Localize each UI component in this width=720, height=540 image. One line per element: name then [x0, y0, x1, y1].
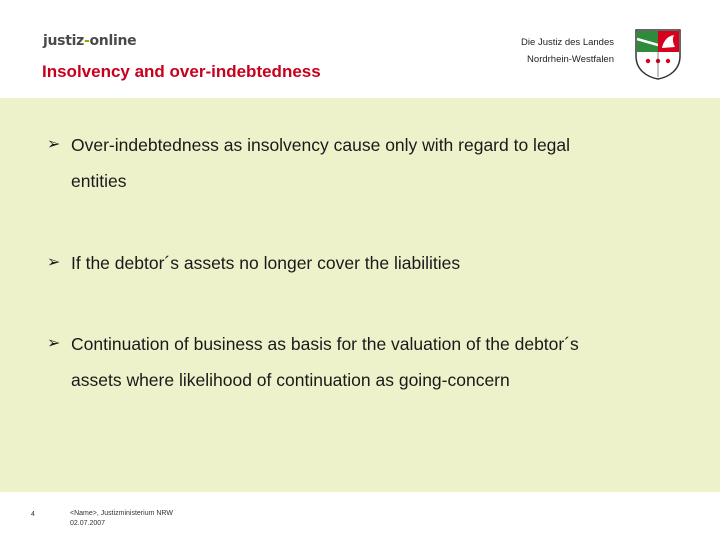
organization-name: [414, 34, 614, 68]
bullet-item: [47, 326, 671, 398]
bullet-line: Continuation of business as basis for the valuation of the debtor´s: [71, 334, 579, 354]
bullet-item: [47, 127, 671, 199]
footer-author: <Name>, Justizministerium NRW: [70, 510, 173, 517]
logo-dot: -: [83, 33, 90, 49]
arrow-bullet-icon: ➢: [47, 136, 61, 153]
justiz-online-logo: [43, 33, 136, 49]
bullet-line: Over-indebtedness as insolvency cause only with regard to legal: [71, 135, 571, 155]
arrow-bullet-icon: ➢: [47, 335, 61, 352]
org-line-2: Nordrhein-Westfalen: [527, 54, 614, 65]
bullet-line: If the debtor´s assets no longer cover the liabilities: [71, 253, 461, 273]
logo-prefix: justiz: [43, 33, 84, 49]
arrow-bullet-icon: ➢: [47, 254, 61, 271]
slide-header: [0, 0, 720, 98]
slide-title: Insolvency and over-indebtedness: [42, 62, 321, 81]
bullet-line: assets where likelihood of continuation as going-concern: [71, 370, 510, 390]
bullet-line: entities: [71, 171, 127, 191]
footer-date: 02.07.2007: [70, 520, 106, 527]
footer-note: [70, 509, 173, 529]
org-line-1: Die Justiz des Landes: [521, 37, 614, 48]
nrw-coat-of-arms-icon: [633, 28, 683, 80]
bullet-item: [47, 245, 671, 281]
page-number: 4: [31, 511, 35, 518]
logo-suffix: online: [89, 33, 137, 49]
